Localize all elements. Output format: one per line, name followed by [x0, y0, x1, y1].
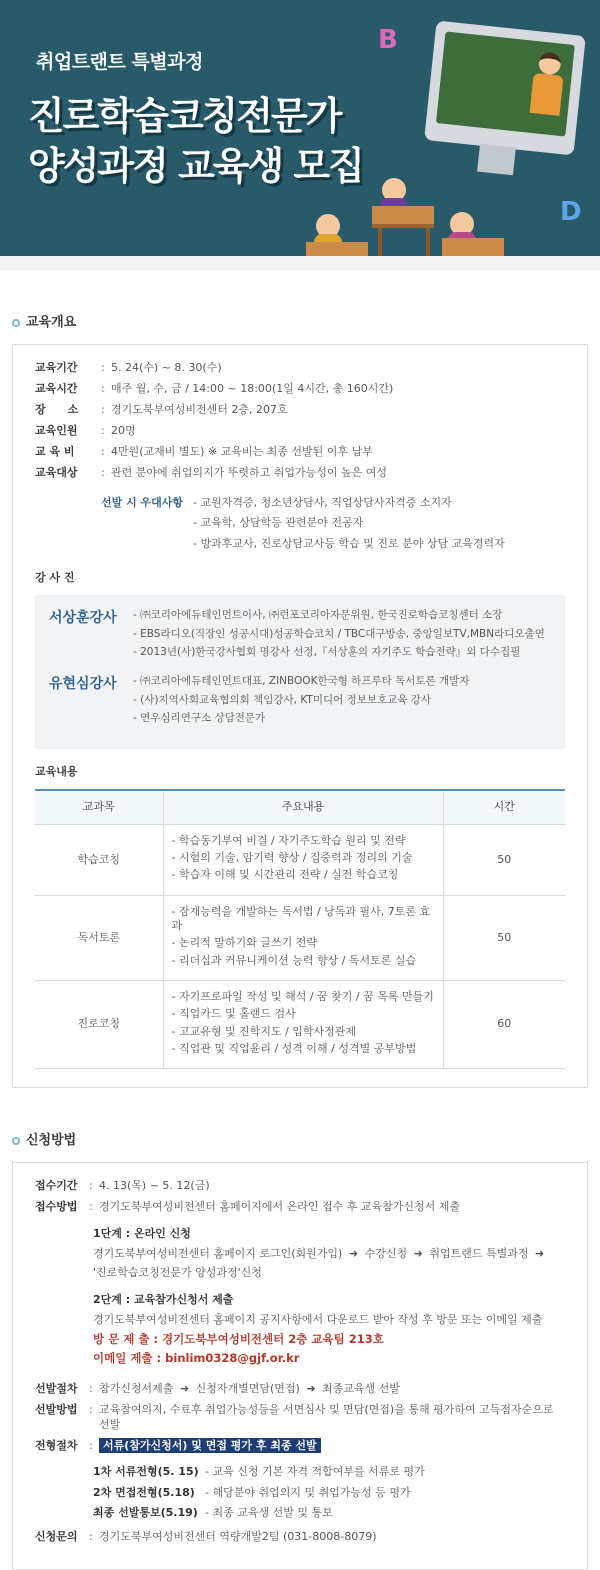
- info-row-capacity: 교육인원 : 20명: [35, 424, 136, 437]
- step1-flow-item: 경기도북부여성비전센터 홈페이지 로그인(회원가입): [93, 1246, 343, 1260]
- stage-desc: - 교육 신청 기본 자격 적합여부를 서류로 평가: [205, 1465, 425, 1479]
- lecturer-name: 서상훈강사: [49, 610, 117, 627]
- monitor-screen: [436, 31, 575, 136]
- table-row: [35, 824, 565, 895]
- course-content-title: 교육내용: [35, 765, 78, 779]
- stage-row: [93, 1465, 565, 1479]
- stage-row: [93, 1506, 565, 1520]
- arrow-right-icon: ➜: [179, 1382, 190, 1396]
- step1-course-name: '진로학습코칭전문가 양성과정'신청: [93, 1266, 262, 1280]
- lecturer-career-item: - ㈜코리아에듀테인먼트이사, ㈜런포코리아자문위원, 한국진로학습코칭센터 소장: [133, 609, 503, 622]
- lecturer-career-item: - ㈜코리아에듀테인먼트대표, ZINBOOK한국형 하프루타 독서토론 개발자: [133, 675, 470, 688]
- content-item: - 논리적 말하기와 글쓰기 전략: [171, 936, 317, 950]
- lecturer-career-item: - (사)지역사회교육협의회 책임강사, KT미디어 정보보호교육 강사: [133, 693, 432, 706]
- process-step: 참가신청서제출: [99, 1382, 174, 1396]
- table-header-row: [35, 790, 565, 824]
- lecturer-entry: [49, 609, 551, 665]
- step1-flow: [93, 1247, 565, 1261]
- info-value: 5. 24(수) ~ 8. 30(수): [111, 361, 222, 374]
- lecturer-career-list: [133, 609, 545, 665]
- info-row-target: 교육대상 : 관련 분야에 취업의지가 뚜렷하고 취업가능성이 높은 여성: [35, 466, 388, 479]
- apply-value: 교육참여의지, 수료후 취업가능성등을 서면심사 및 면담(면접)을 통해 평가하여 고득점자순으로 선발: [99, 1403, 554, 1431]
- overview-section-header: [0, 310, 600, 336]
- apply-label: 전형절차: [35, 1438, 78, 1452]
- banner-title-line2: 양성과정 교육생 모집: [28, 144, 363, 188]
- selection-process-row: 선발절차 : 참가신청서제출 ➜ 신청자개별면담(면접) ➜ 최종교육생 선발: [35, 1382, 400, 1396]
- lecturers-box: [35, 595, 565, 749]
- banner-title-line1: 진로학습코칭전문가: [28, 94, 341, 138]
- teacher-head-illustration: [538, 51, 562, 75]
- overview-info-list: [35, 361, 565, 482]
- screening-row: 전형절차 : 서류(참가신청서) 및 면접 평가 후 최종 선발: [35, 1439, 565, 1453]
- email-submission[interactable]: 이메일 제출 : binlim0328@gjf.or.kr: [93, 1351, 300, 1366]
- content-item: - 학습동기부여 비결 / 자기주도학습 원리 및 전략: [171, 833, 406, 847]
- lecturer-career-item: - EBS라디오(직장인 성공시대)성공학습코치 / TBC대구방송, 중앙일보TV,MBN라디오출연: [133, 627, 545, 640]
- letter-b-decoration: B: [378, 25, 398, 55]
- lecturers-title: 강 사 진: [35, 570, 75, 584]
- preference-item: - 교육학, 상담학등 관련분야 전공자: [193, 516, 364, 530]
- desk-illustration: [372, 206, 434, 228]
- step1-title: 1단계 : 온라인 신청: [93, 1226, 191, 1240]
- letter-d-decoration: D: [560, 197, 582, 227]
- step1-flow-item: 수강신청: [364, 1246, 408, 1260]
- circle-bullet-icon: [12, 319, 20, 327]
- content-item: - 학습자 이해 및 시간관리 전략 / 실전 학습코칭: [171, 868, 399, 882]
- info-label: 교육기간: [35, 361, 78, 374]
- arrow-right-icon: ➜: [413, 1246, 423, 1260]
- stage-desc: - 최종 교육생 선발 및 통보: [205, 1505, 333, 1519]
- apply-value: 경기도북부여성비전센터 홈페이지에서 온라인 접수 후 교육참가신청서 제출: [99, 1200, 461, 1214]
- content-item: - 고교유형 및 진학지도 / 입학사정관제: [171, 1024, 357, 1038]
- apply-label: 접수방법: [35, 1200, 78, 1214]
- banner-floor: [0, 256, 600, 270]
- hours-cell: 60: [443, 980, 565, 1068]
- teacher-body-illustration: [530, 73, 564, 116]
- stage-name: 2차 면접전형(5.18): [93, 1485, 195, 1499]
- preference-list: [193, 496, 505, 557]
- lecturer-career-item: - 연우심리연구소 상담전문가: [133, 712, 266, 725]
- arrow-right-icon: ➜: [306, 1382, 316, 1396]
- info-value: 관련 분야에 취업의지가 뚜렷하고 취업가능성이 높은 여성: [111, 466, 388, 479]
- apply-label: 접수기간: [35, 1179, 78, 1193]
- contact-row: 신청문의 : 경기도북부여성비전센터 역량개발2팀 (031-8008-8079): [35, 1530, 377, 1544]
- info-row-period: 교육기간 : 5. 24(수) ~ 8. 30(수): [35, 361, 222, 374]
- info-value: 4만원(교재비 별도) ※ 교육비는 최종 선발된 이후 납부: [111, 445, 373, 458]
- info-label: 장 소: [35, 403, 79, 416]
- overview-heading: 교육개요: [26, 314, 77, 330]
- apply-value: [99, 1439, 321, 1453]
- apply-row-method: 접수방법 : 경기도북부여성비전센터 홈페이지에서 온라인 접수 후 교육참가신청서 제출: [35, 1200, 461, 1214]
- monitor-stand: [477, 144, 516, 176]
- selection-info-list: [35, 1382, 565, 1453]
- hours-cell: 50: [443, 824, 565, 895]
- column-header-hours: 시간: [443, 790, 565, 824]
- apply-value: 4. 13(목) ~ 5. 12(금): [99, 1179, 210, 1193]
- apply-heading: 신청방법: [26, 1132, 77, 1148]
- apply-label: 신청문의: [35, 1530, 78, 1544]
- content-item: - 리더십과 커뮤니케이션 능력 향상 / 독서토론 실습: [171, 953, 417, 967]
- preference-item: - 방과후교사, 진로상담교사등 학습 및 진로 분야 상담 교육경력자: [193, 536, 505, 550]
- apply-info-list: [35, 1179, 565, 1215]
- step2-description: 경기도북부여성비전센터 홈페이지 공지사항에서 다운로드 받아 작성 후 방문 또는 이메일 제출: [93, 1312, 543, 1326]
- info-value: 20명: [111, 424, 136, 437]
- circle-bullet-icon: [12, 1137, 20, 1145]
- lecturer-career-item: - 2013년(사)한국강사협회 명강사 선정,『서상훈의 자기주도 학습전략』외 다수집필: [133, 646, 521, 659]
- screening-highlight: 서류(참가신청서) 및 면접 평가 후 최종 선발: [99, 1438, 321, 1453]
- lecturer-career-list: [133, 675, 469, 731]
- column-header-content: 주요내용: [163, 790, 443, 824]
- apply-value: [99, 1382, 400, 1396]
- stage-desc: - 해당분야 취업의지 및 취업가능성 등 평가: [205, 1485, 411, 1499]
- content-cell: [163, 980, 443, 1068]
- table-row: [35, 980, 565, 1068]
- content-item: - 자기프로파일 작성 및 해석 / 꿈 찾기 / 꿈 목록 만들기: [171, 989, 434, 1003]
- process-step: 신청자개별면담(면접): [195, 1382, 300, 1396]
- visit-submission: 방 문 제 출 : 경기도북부여성비전센터 2층 교육팀 213호: [93, 1332, 384, 1347]
- info-label: 교육인원: [35, 424, 78, 437]
- content-item: - 직업관 및 직업윤리 / 성격 이해 / 성격별 공부방법: [171, 1041, 417, 1055]
- lecturer-entry: [49, 675, 551, 731]
- step2-block: [93, 1293, 565, 1366]
- apply-label: 선발절차: [35, 1382, 78, 1396]
- step1-flow-item: 취업트랜드 특별과정: [429, 1246, 529, 1260]
- column-header-subject: 교과목: [35, 790, 163, 824]
- info-label: 교육시간: [35, 382, 78, 395]
- info-value: 경기도북부여성비전센터 2층, 207호: [111, 403, 288, 416]
- screening-stages: [93, 1465, 565, 1520]
- content-cell: [163, 895, 443, 980]
- info-label: 교 육 비: [35, 445, 75, 458]
- info-value: 매주 월, 수, 금 / 14:00 ~ 18:00(1일 4시간, 총 160시간): [111, 382, 394, 395]
- lecturer-name: 유현심강사: [49, 676, 117, 693]
- table-row: [35, 895, 565, 980]
- info-row-fee: 교 육 비 : 4만원(교재비 별도) ※ 교육비는 최종 선발된 이후 납부: [35, 445, 373, 458]
- selection-method-row: 선발방법 : 교육참여의지, 수료후 취업가능성등을 서면심사 및 면담(면접)을 통해 평가하여 고득점자순으로 선발: [35, 1403, 565, 1432]
- banner-subtitle: 취업트랜트 특별과정: [36, 51, 203, 73]
- arrow-right-icon: ➜: [348, 1246, 359, 1260]
- overview-box: [12, 344, 588, 1088]
- monitor-illustration: [424, 20, 586, 155]
- subject-cell: 진로코칭: [35, 980, 163, 1068]
- hours-cell: 50: [443, 895, 565, 980]
- arrow-right-icon: ➜: [534, 1246, 545, 1260]
- content-item: - 시험의 기술, 암기력 향상 / 집중력과 정리의 기술: [171, 851, 413, 865]
- header-banner: [0, 0, 600, 270]
- info-row-place: 장 소 : 경기도북부여성비전센터 2층, 207호: [35, 403, 288, 416]
- info-row-time: 교육시간 : 매주 월, 수, 금 / 14:00 ~ 18:00(1일 4시간, 총 160시간): [35, 382, 394, 395]
- stage-name: 최종 선발통보(5.19): [93, 1505, 198, 1519]
- preference-block: [101, 496, 565, 557]
- content-item: - 직업카드 및 홀랜드 검사: [171, 1007, 296, 1021]
- stage-name: 1차 서류전형(5. 15): [93, 1465, 199, 1479]
- contact-info: [35, 1530, 565, 1544]
- subject-cell: 학습코칭: [35, 824, 163, 895]
- apply-section-header: [0, 1128, 600, 1154]
- stage-row: [93, 1486, 565, 1500]
- apply-row-period: 접수기간 : 4. 13(목) ~ 5. 12(금): [35, 1179, 210, 1193]
- preference-item: - 교원자격증, 청소년상담사, 직업상담사자격증 소지자: [193, 496, 452, 509]
- contact-value: 경기도북부여성비전센터 역량개발2팀 (031-8008-8079): [99, 1530, 377, 1544]
- content-item: - 잠재능력을 개발하는 독서법 / 낭독과 필사, 7토론 효과: [171, 904, 431, 933]
- step1-block: [93, 1227, 565, 1281]
- subject-cell: 독서토론: [35, 895, 163, 980]
- info-label: 교육대상: [35, 466, 78, 479]
- step2-title: 2단계 : 교육참가신청서 제출: [93, 1292, 234, 1306]
- apply-box: [12, 1162, 588, 1570]
- course-table: [35, 789, 565, 1069]
- process-step: 최종교육생 선발: [322, 1382, 400, 1396]
- content-cell: [163, 824, 443, 895]
- preference-title: 선발 시 우대사항: [101, 496, 184, 509]
- apply-label: 선발방법: [35, 1403, 78, 1417]
